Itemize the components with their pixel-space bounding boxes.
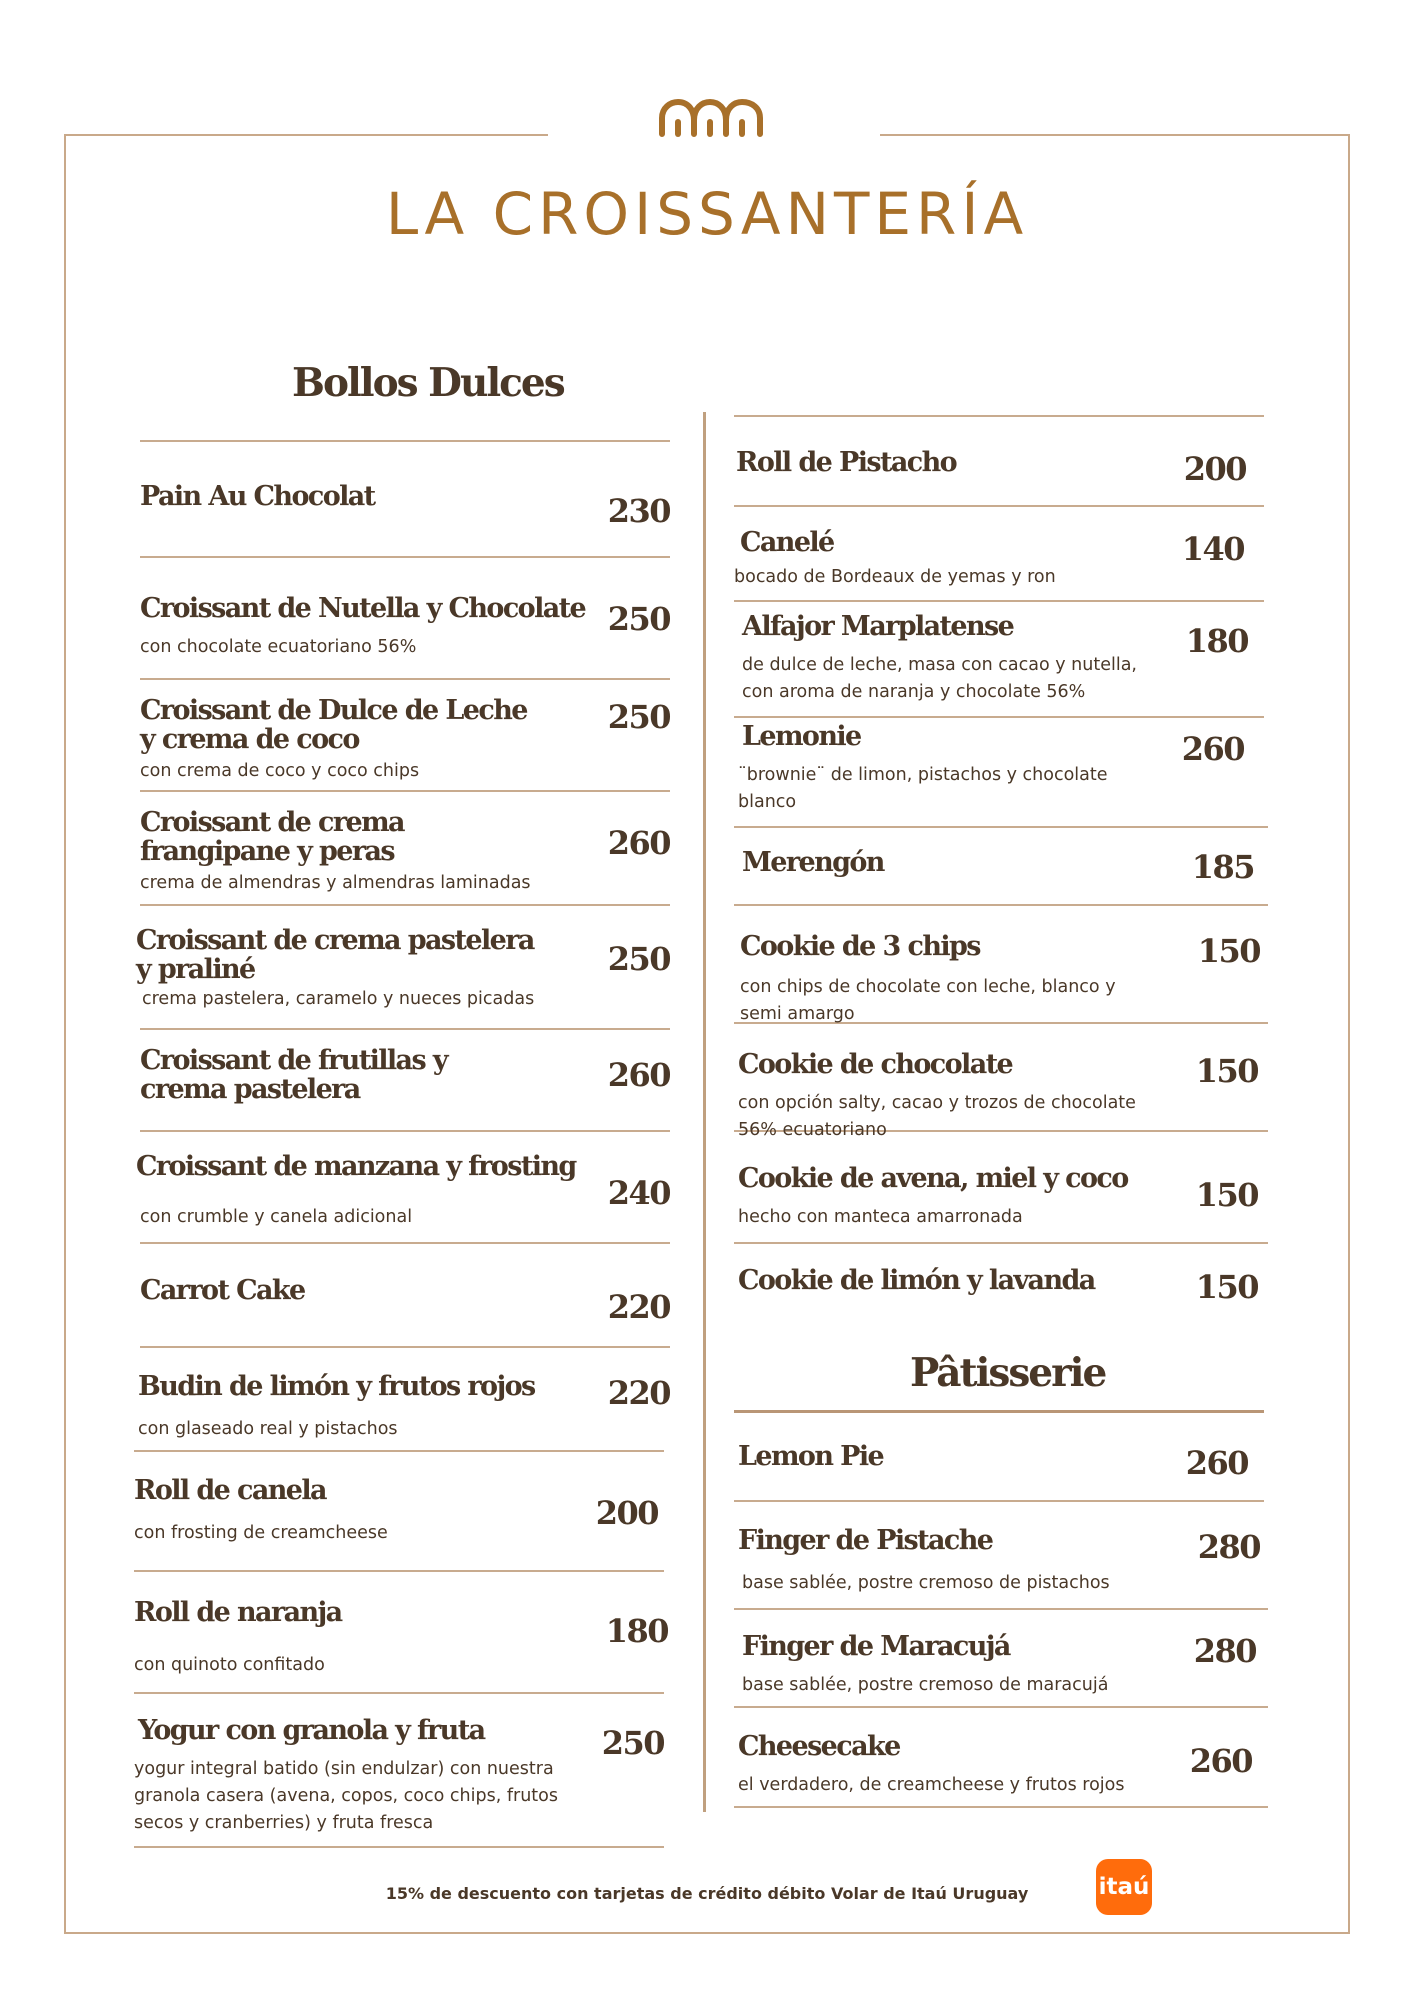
item-description: semi amargo <box>740 1004 855 1024</box>
section-title-bollos: Bollos Dulces <box>292 360 564 406</box>
menu-item <box>742 612 1268 712</box>
item-name: Roll de Pistacho <box>736 447 957 478</box>
divider-rule <box>734 600 1264 602</box>
discount-note: 15% de descuento con tarjetas de crédito débito Volar de Itaú Uruguay <box>385 1884 1029 1903</box>
divider-rule <box>140 1130 670 1132</box>
item-description: crema pastelera, caramelo y nueces picadas <box>142 989 535 1009</box>
menu-item <box>738 1266 1268 1326</box>
divider-rule <box>734 505 1264 507</box>
divider-rule <box>134 1692 664 1694</box>
divider-rule <box>734 415 1264 417</box>
menu-item <box>140 482 670 552</box>
item-name: Budin de limón y frutos rojos <box>138 1371 535 1402</box>
item-price: 140 <box>1181 530 1244 568</box>
item-name: Finger de Pistache <box>738 1525 993 1556</box>
item-name: Roll de canela <box>134 1475 326 1506</box>
menu-item <box>738 1164 1268 1238</box>
item-description: con crumble y canela adicional <box>140 1207 413 1227</box>
item-price: 250 <box>607 940 670 978</box>
croissant-loops-icon <box>652 88 772 148</box>
frame-left <box>64 134 66 1934</box>
item-description: con frosting de creamcheese <box>134 1523 388 1543</box>
item-description: hecho con manteca amarronada <box>738 1207 1023 1227</box>
item-name: Finger de Maracujá <box>742 1631 1010 1662</box>
frame-right <box>1348 134 1350 1934</box>
menu-item <box>136 926 670 1016</box>
item-description: blanco <box>738 792 797 812</box>
item-price: 180 <box>1185 622 1248 660</box>
section-title-patisserie: Pâtisserie <box>910 1350 1106 1396</box>
item-name: Croissant de crema frangipane y peras <box>140 807 404 867</box>
item-description: con quinoto confitado <box>134 1655 325 1675</box>
item-description: de dulce de leche, masa con cacao y nutella, <box>742 655 1137 675</box>
item-price: 200 <box>595 1494 658 1532</box>
menu-item <box>738 1526 1268 1604</box>
divider-rule <box>140 1242 670 1244</box>
item-description: con opción salty, cacao y trozos de chocolate <box>738 1093 1136 1113</box>
item-price: 250 <box>601 1724 664 1762</box>
menu-item <box>140 594 670 674</box>
item-price: 230 <box>607 492 670 530</box>
menu-item <box>140 1046 670 1126</box>
item-name: Lemon Pie <box>738 1441 884 1472</box>
item-price: 220 <box>607 1288 670 1326</box>
frame-bottom <box>64 1932 1350 1934</box>
item-name: Cookie de 3 chips <box>740 931 980 962</box>
divider-rule <box>140 678 670 680</box>
item-price: 150 <box>1195 1268 1258 1306</box>
item-name: Alfajor Marplatense <box>742 611 1014 642</box>
item-price: 260 <box>1189 1742 1252 1780</box>
item-price: 150 <box>1197 932 1260 970</box>
item-name: Merengón <box>742 847 884 878</box>
item-description: crema de almendras y almendras laminadas <box>140 873 531 893</box>
item-name: Cookie de chocolate <box>738 1049 1013 1080</box>
item-name: Croissant de Nutella y Chocolate <box>140 593 586 624</box>
itau-logo: itaú <box>1096 1859 1152 1915</box>
menu-item <box>742 848 1268 900</box>
item-description: el verdadero, de creamcheese y frutos rojos <box>738 1775 1125 1795</box>
column-divider <box>703 412 706 1812</box>
menu-item <box>738 722 1268 822</box>
item-price: 260 <box>1181 730 1244 768</box>
menu-item <box>736 448 1266 500</box>
item-price: 260 <box>607 824 670 862</box>
item-price: 185 <box>1191 848 1254 886</box>
menu-item <box>742 1632 1268 1702</box>
menu-item <box>136 1152 670 1232</box>
item-price: 200 <box>1183 450 1246 488</box>
menu-item <box>734 528 1264 598</box>
item-price: 260 <box>607 1056 670 1094</box>
item-price: 250 <box>607 600 670 638</box>
divider-rule <box>734 1806 1268 1808</box>
menu-item <box>738 1732 1268 1804</box>
divider-rule <box>734 904 1268 906</box>
frame-top-left <box>64 134 548 136</box>
item-price: 150 <box>1195 1052 1258 1090</box>
item-price: 260 <box>1185 1444 1248 1482</box>
menu-item <box>134 1716 664 1842</box>
frame-top-right <box>880 134 1350 136</box>
divider-rule <box>140 904 670 906</box>
menu-item <box>738 1049 1268 1140</box>
item-description: granola casera (avena, copos, coco chips, frutos <box>134 1786 558 1806</box>
item-name: Cookie de avena, miel y coco <box>738 1163 1128 1194</box>
item-name: Roll de naranja <box>134 1597 342 1628</box>
item-description: yogur integral batido (sin endulzar) con nuestra <box>134 1759 554 1779</box>
item-name: Cheesecake <box>738 1731 900 1762</box>
item-description: base sablée, postre cremoso de pistachos <box>742 1573 1110 1593</box>
item-name: Croissant de crema pastelera y praliné <box>136 925 534 985</box>
divider-rule <box>134 1570 664 1572</box>
brand-title: LA CROISSANTERÍA <box>385 180 1029 248</box>
divider-rule <box>134 1450 664 1452</box>
divider-rule <box>734 1500 1264 1502</box>
divider-rule <box>734 1608 1268 1610</box>
divider-rule <box>734 1410 1264 1413</box>
item-name: Canelé <box>740 527 834 558</box>
divider-rule <box>140 556 670 558</box>
item-price: 250 <box>607 698 670 736</box>
divider-rule <box>734 826 1268 828</box>
item-description: con chips de chocolate con leche, blanco y <box>740 977 1116 997</box>
item-description: con aroma de naranja y chocolate 56% <box>742 682 1086 702</box>
divider-rule <box>140 1028 670 1030</box>
menu-item <box>740 932 1268 1022</box>
item-price: 280 <box>1193 1632 1256 1670</box>
menu-item <box>140 808 670 898</box>
divider-rule <box>140 790 670 792</box>
menu-item <box>738 1442 1268 1496</box>
item-description: con crema de coco y coco chips <box>140 761 420 781</box>
item-price: 240 <box>607 1174 670 1212</box>
divider-rule <box>734 1242 1268 1244</box>
divider-rule <box>140 440 670 442</box>
item-description: base sablée, postre cremoso de maracujá <box>742 1675 1109 1695</box>
item-description: bocado de Bordeaux de yemas y ron <box>734 567 1056 587</box>
item-name: Croissant de manzana y frosting <box>136 1151 576 1182</box>
menu-item <box>138 1372 670 1448</box>
item-name: Croissant de Dulce de Leche y crema de coco <box>140 695 527 755</box>
item-name: Pain Au Chocolat <box>140 481 375 512</box>
item-price: 150 <box>1195 1176 1258 1214</box>
item-name: Croissant de frutillas y crema pastelera <box>140 1045 447 1105</box>
divider-rule <box>140 1346 670 1348</box>
menu-item <box>140 696 670 786</box>
item-description: ¨brownie¨ de limon, pistachos y chocolate <box>738 765 1108 785</box>
item-name: Yogur con granola y fruta <box>138 1715 485 1746</box>
item-price: 280 <box>1197 1528 1260 1566</box>
menu-item <box>134 1597 668 1688</box>
item-description: 56% ecuatoriano <box>738 1120 887 1140</box>
item-name: Lemonie <box>742 721 861 752</box>
divider-rule <box>734 716 1264 718</box>
divider-rule <box>734 1706 1268 1708</box>
item-price: 180 <box>605 1612 668 1650</box>
item-name: Carrot Cake <box>140 1275 305 1306</box>
item-description: con chocolate ecuatoriano 56% <box>140 637 417 657</box>
divider-rule <box>134 1846 664 1848</box>
item-description: secos y cranberries) y fruta fresca <box>134 1813 434 1833</box>
item-description: con glaseado real y pistachos <box>138 1419 398 1439</box>
item-price: 220 <box>607 1374 670 1412</box>
menu-item <box>134 1476 664 1566</box>
menu-item <box>140 1276 670 1342</box>
item-name: Cookie de limón y lavanda <box>738 1265 1095 1296</box>
